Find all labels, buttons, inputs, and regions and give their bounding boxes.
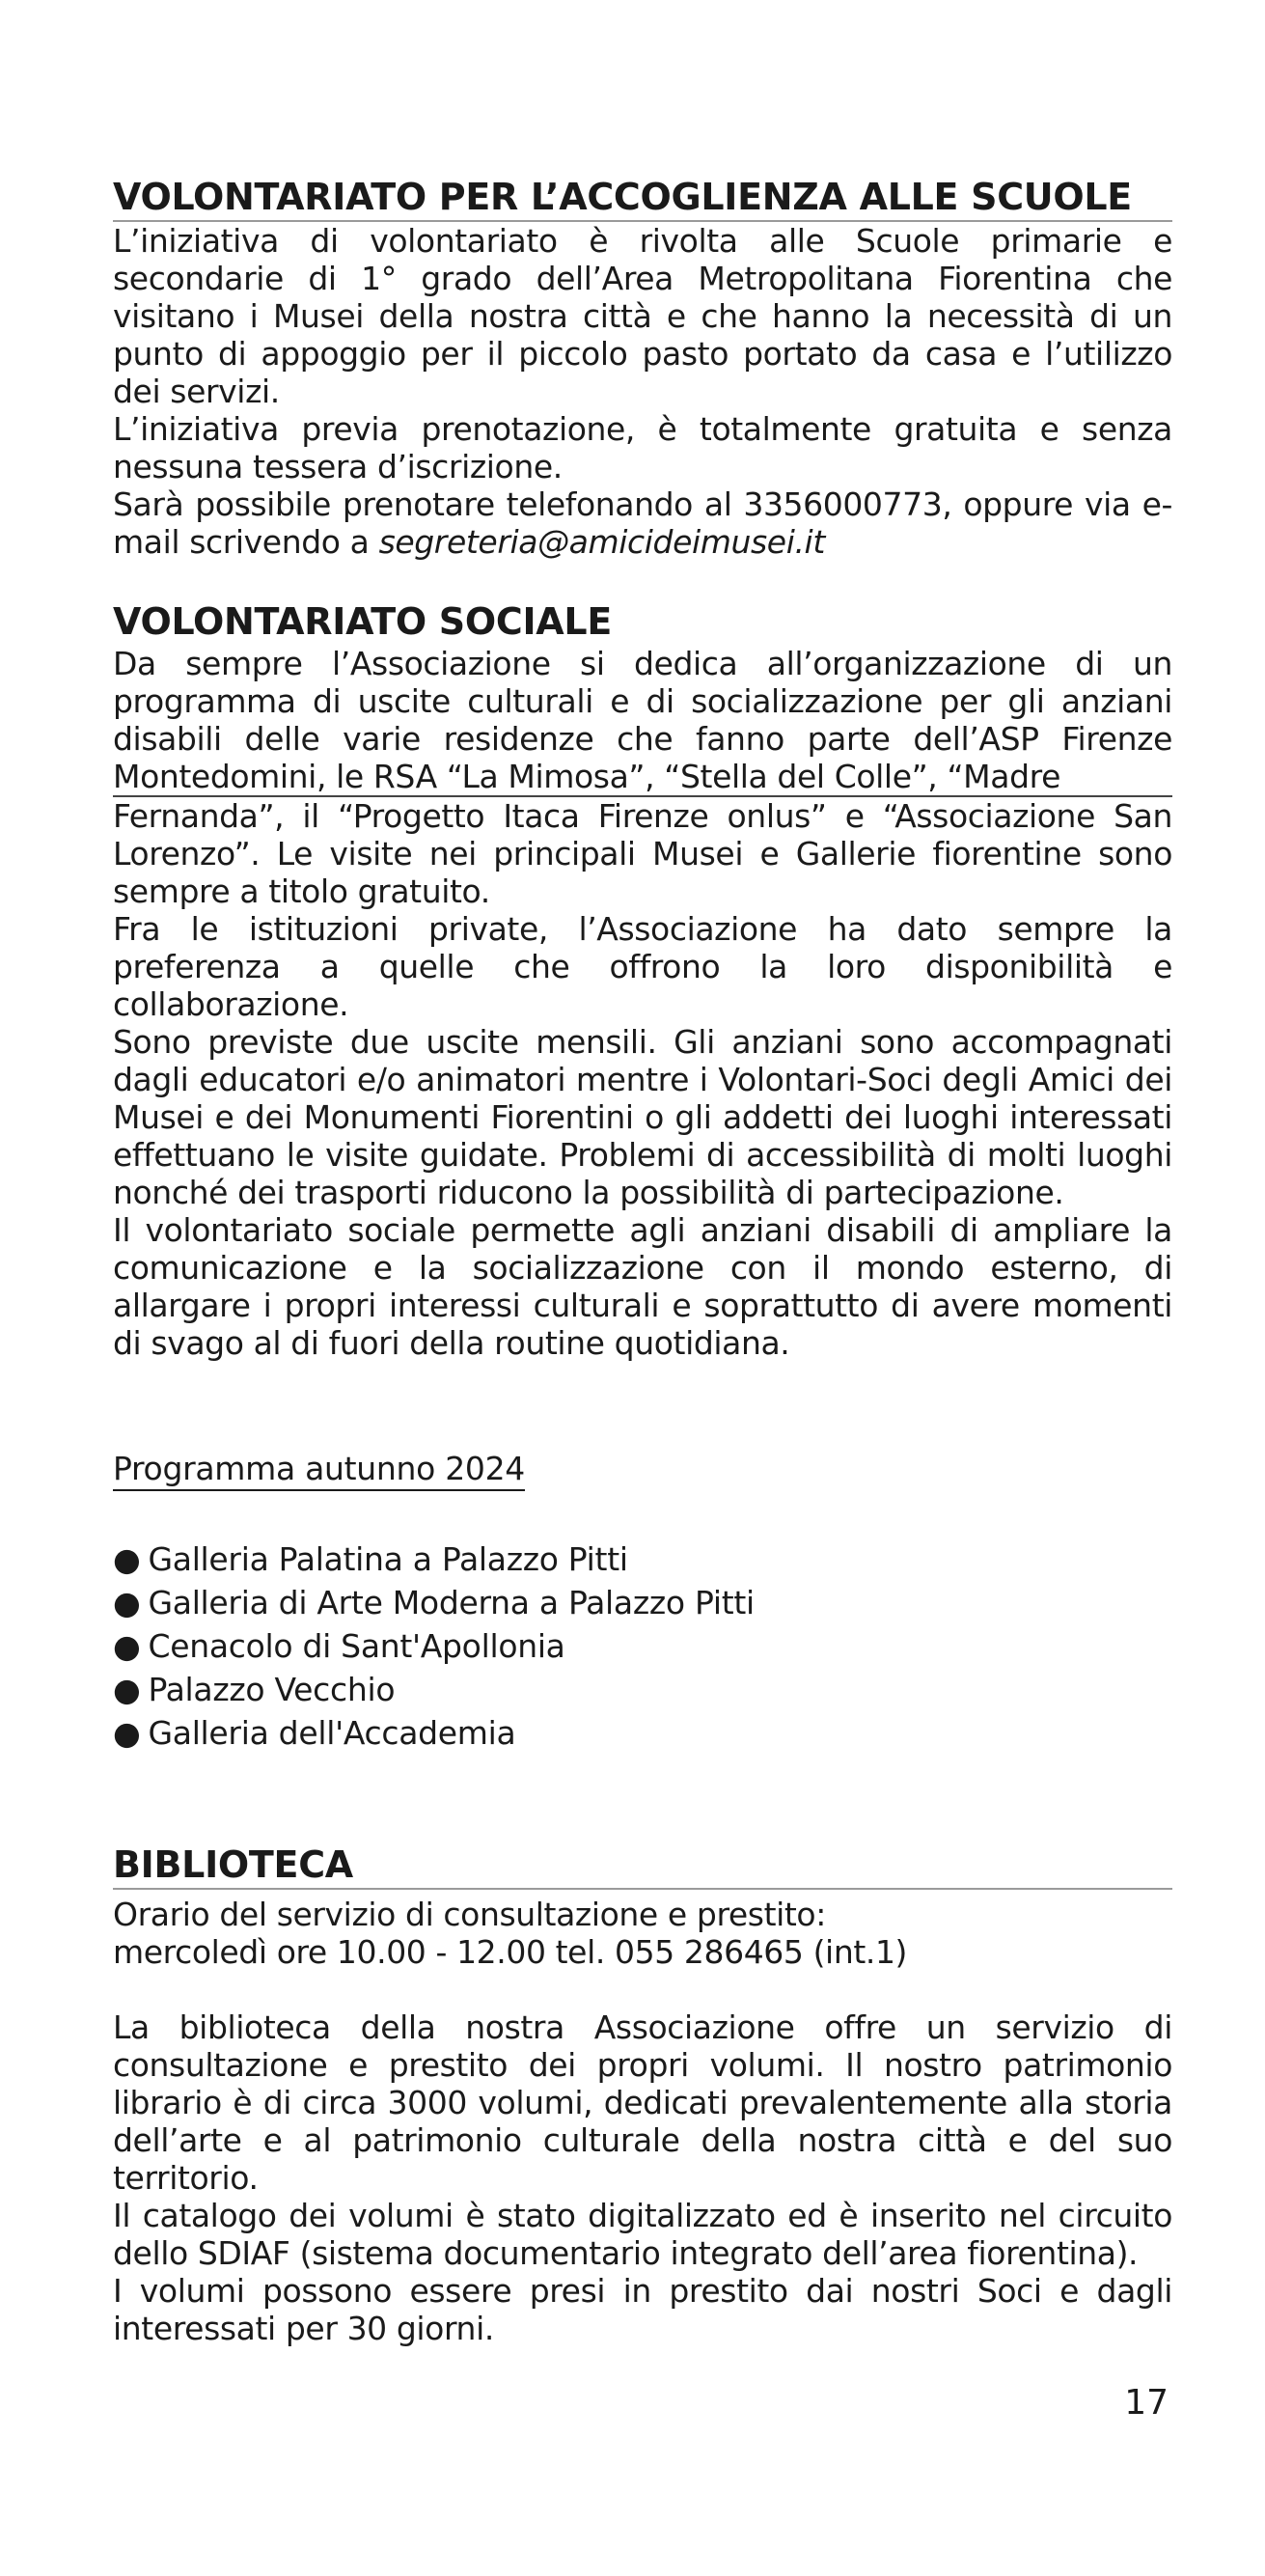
school-email: segreteria@amicideimusei.it — [378, 523, 825, 561]
library-hours-line-2: mercoledì ore 10.00 - 12.00 tel. 055 286465 (int.1) — [113, 1933, 908, 1971]
social-paragraph-1b: Fernanda”, il “Progetto Itaca Firenze onlus” e “Associazione San Lorenzo”. Le visite nei principali Musei e Gallerie fiorentine sono sempre a titolo gratuito. — [113, 797, 1172, 910]
bullet-icon: ● — [113, 1540, 141, 1578]
list-item — [113, 1581, 1172, 1624]
spacer — [113, 1971, 1172, 2008]
social-paragraph-4: Il volontariato sociale permette agli anziani disabili di ampliare la comunicazione e la socializzazione con il mondo esterno, di allargare i propri interessi culturali e soprattutto di avere momenti di svago al di fuori della routine quotidiana. — [113, 1211, 1172, 1362]
list-item-label: Palazzo Vecchio — [148, 1671, 396, 1708]
social-paragraph-3: Sono previste due uscite mensili. Gli anziani sono accompagnati dagli educatori e/o animatori mentre i Volontari-Soci degli Amici dei Musei e dei Monumenti Fiorentini o gli addetti dei luoghi interessati effettuano le visite guidate. Problemi di accessibilità di molti luoghi nonché dei trasporti riducono la possibilità di partecipazione. — [113, 1023, 1172, 1211]
list-item — [113, 1668, 1172, 1711]
social-paragraph-1a: Da sempre l’Associazione si dedica all’organizzazione di un programma di uscite culturali e di socializzazione per gli anziani disabili delle varie residenze che fanno parte dell’ASP Firenze Montedomini, le RSA “La Mimosa”, “Stella del Colle”, “Madre — [113, 645, 1172, 795]
page-number: 17 — [1124, 2383, 1169, 2423]
spacer — [113, 1491, 1172, 1537]
spacer — [113, 1755, 1172, 1842]
bullet-icon: ● — [113, 1714, 141, 1752]
bullet-icon: ● — [113, 1627, 141, 1665]
section-title-social: VOLONTARIATO SOCIALE — [113, 600, 612, 643]
school-paragraph-2: L’iniziativa previa prenotazione, è totalmente gratuita e senza nessuna tessera d’iscrizione. — [113, 410, 1172, 485]
school-paragraph-3 — [113, 485, 1172, 561]
spacer — [113, 561, 1172, 598]
list-item-label: Galleria di Arte Moderna a Palazzo Pitti — [148, 1584, 755, 1621]
program-list — [113, 1537, 1172, 1755]
social-paragraph-2: Fra le istituzioni private, l’Associazione ha dato sempre la preferenza a quelle che offrono la loro disponibilità e collaborazione. — [113, 910, 1172, 1023]
list-item — [113, 1711, 1172, 1755]
program-block — [113, 1449, 1172, 1755]
list-item — [113, 1624, 1172, 1668]
library-hours-line-1: Orario del servizio di consultazione e prestito: — [113, 1896, 826, 1933]
list-item-label: Galleria Palatina a Palazzo Pitti — [148, 1540, 628, 1578]
program-title: Programma autunno 2024 — [113, 1449, 525, 1491]
school-paragraph-1: L’iniziativa di volontariato è rivolta alle Scuole primarie e secondarie di 1° grado dell’Area Metropolitana Fiorentina che visitano i Musei della nostra città e che hanno la necessità di un punto di appoggio per il piccolo pasto portato da casa e l’utilizzo dei servizi. — [113, 222, 1172, 410]
list-item-label: Galleria dell'Accademia — [148, 1714, 516, 1752]
bullet-icon: ● — [113, 1584, 141, 1621]
library-paragraph-3: I volumi possono essere presi in prestito dai nostri Soci e dagli interessati per 30 giorni. — [113, 2272, 1172, 2347]
bullet-icon: ● — [113, 1671, 141, 1708]
spacer — [113, 1362, 1172, 1449]
library-paragraph-1: La biblioteca della nostra Associazione offre un servizio di consultazione e prestito dei propri volumi. Il nostro patrimonio librario è di circa 3000 volumi, dedicati prevalentemente alla storia dell’arte e al patrimonio culturale della nostra città e del suo territorio. — [113, 2008, 1172, 2197]
section-title-library: BIBLIOTECA — [113, 1842, 1172, 1890]
section-title-school: VOLONTARIATO PER L’ACCOGLIENZA ALLE SCUOLE — [113, 174, 1172, 222]
page-content — [113, 174, 1172, 2347]
list-item-label: Cenacolo di Sant'Apollonia — [148, 1627, 565, 1665]
library-paragraph-2: Il catalogo dei volumi è stato digitalizzato ed è inserito nel circuito dello SDIAF (sistema documentario integrato dell’area fiorentina). — [113, 2197, 1172, 2272]
school-booking-text: Sarà possibile prenotare telefonando al 3356000773, oppure via e-mail scrivendo a — [113, 485, 1172, 561]
list-item — [113, 1537, 1172, 1581]
